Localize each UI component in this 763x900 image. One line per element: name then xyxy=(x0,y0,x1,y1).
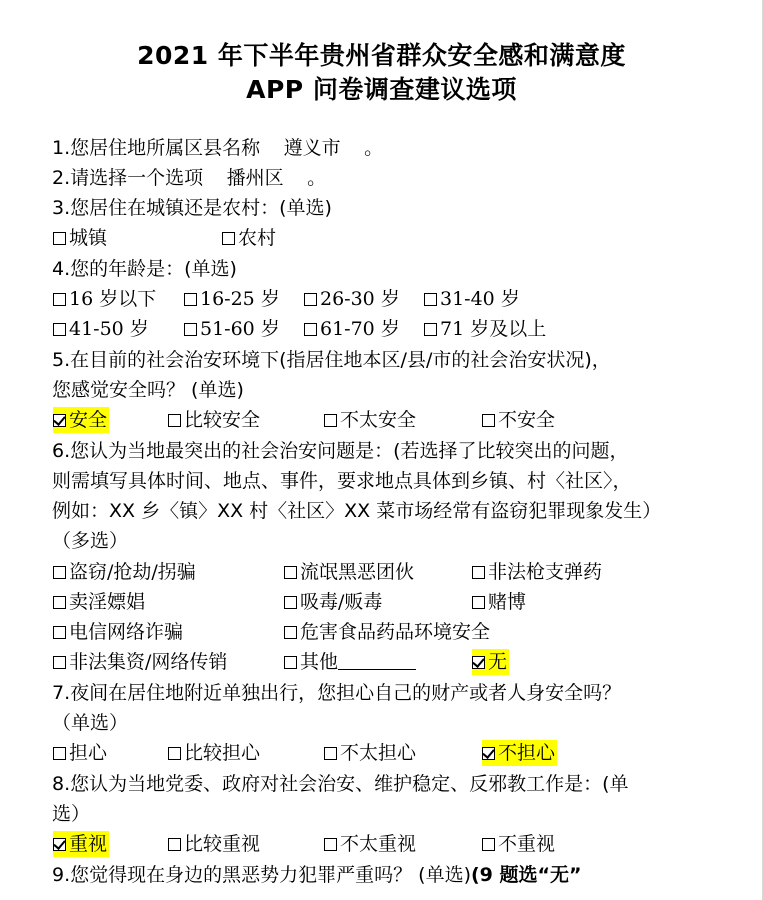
option-q6-2[interactable]: 流氓黑恶团伙 xyxy=(284,559,414,585)
option-q4-2[interactable]: 16-25 岁 xyxy=(184,286,280,312)
option-q5-3[interactable]: 不太安全 xyxy=(324,407,416,433)
question-8-text-1: 8.您认为当地党委、政府对社会治安、维护稳定、反邪教工作是：(单 xyxy=(52,773,629,795)
checkbox-icon[interactable] xyxy=(168,747,181,760)
option-q7-4[interactable]: 不担心 xyxy=(482,740,557,766)
checkbox-checked-icon[interactable] xyxy=(472,656,485,669)
question-4-text: 4.您的年龄是：(单选) xyxy=(52,258,237,280)
question-1-suffix: 。 xyxy=(364,137,384,159)
checkbox-icon[interactable] xyxy=(424,323,437,336)
document-title-line2: APP 问卷调查建议选项 xyxy=(246,75,517,104)
option-q4-7[interactable]: 61-70 岁 xyxy=(304,316,400,342)
checkbox-checked-icon[interactable] xyxy=(482,747,495,760)
question-5-text-1: 5.在目前的社会治安环境下(指居住地本区/县/市的社会治安状况)， xyxy=(52,349,611,371)
question-9-note: (9 题选“无” xyxy=(471,864,582,886)
option-q7-1[interactable]: 担心 xyxy=(53,740,107,766)
checkbox-icon[interactable] xyxy=(284,566,297,579)
question-7-text-1: 7.夜间在居住地附近单独出行，您担心自己的财产或者人身安全吗？ xyxy=(52,682,622,704)
checkbox-icon[interactable] xyxy=(304,293,317,306)
option-q4-4[interactable]: 31-40 岁 xyxy=(424,286,520,312)
option-q4-1[interactable]: 16 岁以下 xyxy=(53,286,156,312)
checkbox-icon[interactable] xyxy=(284,626,297,639)
checkbox-icon[interactable] xyxy=(184,293,197,306)
option-q6-6[interactable]: 赌博 xyxy=(472,589,526,615)
option-q6-1[interactable]: 盗窃/抢劫/拐骗 xyxy=(53,559,196,585)
checkbox-icon[interactable] xyxy=(168,414,181,427)
option-q6-10[interactable]: 其他 xyxy=(284,649,416,675)
option-q4-3[interactable]: 26-30 岁 xyxy=(304,286,400,312)
option-q6-7[interactable]: 电信网络诈骗 xyxy=(53,619,183,645)
option-q6-3[interactable]: 非法枪支弹药 xyxy=(472,559,602,585)
question-9 xyxy=(52,861,582,889)
checkbox-icon[interactable] xyxy=(168,838,181,851)
question-9-text: 9.您觉得现在身边的黑恶势力犯罪严重吗？ (单选) xyxy=(52,864,471,886)
option-q6-9[interactable]: 非法集资/网络传销 xyxy=(53,649,227,675)
checkbox-icon[interactable] xyxy=(324,838,337,851)
question-7-text-2: （单选） xyxy=(52,712,129,734)
question-2 xyxy=(52,164,326,192)
option-q3-2[interactable]: 农村 xyxy=(222,225,276,251)
option-q7-2[interactable]: 比较担心 xyxy=(168,740,260,766)
question-2-answer[interactable]: 播州区 xyxy=(226,167,284,189)
option-q4-6[interactable]: 51-60 岁 xyxy=(184,316,280,342)
question-6-text-4: （多选） xyxy=(52,530,129,552)
option-q6-4[interactable]: 卖淫嫖娼 xyxy=(53,589,145,615)
checkbox-icon[interactable] xyxy=(482,414,495,427)
question-1 xyxy=(52,134,383,162)
option-q4-8[interactable]: 71 岁及以上 xyxy=(424,316,546,342)
checkbox-icon[interactable] xyxy=(324,414,337,427)
question-6-text-3: 例如：XX 乡〈镇〉XX 村〈社区〉XX 菜市场经常有盗窃犯罪现象发生） xyxy=(52,500,662,522)
question-2-text: 2.请选择一个选项 xyxy=(52,167,204,189)
checkbox-icon[interactable] xyxy=(424,293,437,306)
question-8-text-2: 选） xyxy=(52,803,91,825)
other-fill-line[interactable] xyxy=(338,651,416,670)
option-q7-3[interactable]: 不太担心 xyxy=(324,740,416,766)
question-1-text: 1.您居住地所属区县名称 xyxy=(52,137,261,159)
checkbox-icon[interactable] xyxy=(53,566,66,579)
option-q4-5[interactable]: 41-50 岁 xyxy=(53,316,149,342)
question-5-text-2: 您感觉安全吗？ (单选) xyxy=(52,379,244,401)
question-6-text-1: 6.您认为当地最突出的社会治安问题是：(若选择了比较突出的问题， xyxy=(52,440,629,462)
checkbox-icon[interactable] xyxy=(53,232,66,245)
question-6-text-2: 则需填写具体时间、地点、事件，要求地点具体到乡镇、村〈社区〉， xyxy=(52,470,632,492)
checkbox-icon[interactable] xyxy=(324,747,337,760)
option-q8-4[interactable]: 不重视 xyxy=(482,831,555,857)
checkbox-icon[interactable] xyxy=(53,626,66,639)
option-q6-5[interactable]: 吸毒/贩毒 xyxy=(284,589,382,615)
checkbox-icon[interactable] xyxy=(284,656,297,669)
checkbox-icon[interactable] xyxy=(53,596,66,609)
option-q8-2[interactable]: 比较重视 xyxy=(168,831,260,857)
question-2-suffix: 。 xyxy=(307,167,327,189)
option-q6-8[interactable]: 危害食品药品环境安全 xyxy=(284,619,490,645)
checkbox-checked-icon[interactable] xyxy=(53,838,66,851)
checkbox-icon[interactable] xyxy=(53,747,66,760)
question-1-answer[interactable]: 遵义市 xyxy=(283,137,341,159)
checkbox-icon[interactable] xyxy=(304,323,317,336)
checkbox-icon[interactable] xyxy=(53,656,66,669)
document-title-line1: 2021 年下半年贵州省群众安全感和满意度 xyxy=(137,41,626,70)
checkbox-icon[interactable] xyxy=(222,232,235,245)
option-q6-11[interactable]: 无 xyxy=(472,649,509,675)
question-3-text: 3.您居住在城镇还是农村：(单选) xyxy=(52,197,332,219)
option-q5-4[interactable]: 不安全 xyxy=(482,407,555,433)
checkbox-icon[interactable] xyxy=(472,566,485,579)
option-q5-2[interactable]: 比较安全 xyxy=(168,407,260,433)
checkbox-icon[interactable] xyxy=(482,838,495,851)
option-q8-1[interactable]: 重视 xyxy=(53,831,109,857)
checkbox-icon[interactable] xyxy=(472,596,485,609)
option-q3-1[interactable]: 城镇 xyxy=(53,225,107,251)
checkbox-checked-icon[interactable] xyxy=(53,414,66,427)
option-q8-3[interactable]: 不太重视 xyxy=(324,831,416,857)
checkbox-icon[interactable] xyxy=(184,323,197,336)
option-q5-1[interactable]: 安全 xyxy=(53,407,109,433)
checkbox-icon[interactable] xyxy=(53,323,66,336)
checkbox-icon[interactable] xyxy=(53,293,66,306)
checkbox-icon[interactable] xyxy=(284,596,297,609)
